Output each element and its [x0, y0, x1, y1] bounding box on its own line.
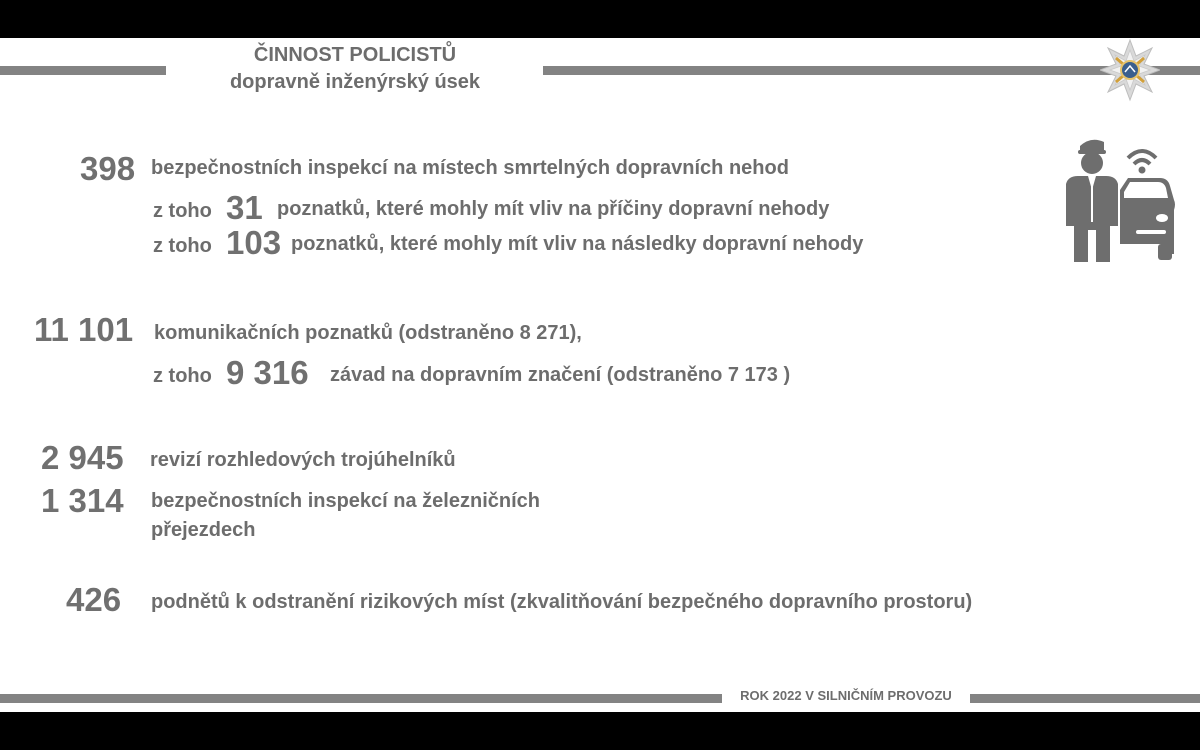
header-bar-left — [0, 66, 166, 75]
slide — [0, 38, 1200, 712]
communication-label: komunikačních poznatků (odstraněno 8 271), — [154, 322, 582, 344]
inspections-label: bezpečnostních inspekcí na místech smrtelných dopravních nehod — [151, 157, 789, 179]
communication-sub-prefix: z toho — [153, 365, 212, 387]
inspections-sub1-prefix: z toho — [153, 200, 212, 222]
footer-label: ROK 2022 V SILNIČNÍM PROVOZU — [740, 688, 952, 703]
risk-number: 426 — [66, 581, 122, 618]
communication-number: 11 101 — [34, 311, 134, 348]
railway-label-line1: bezpečnostních inspekcí na železničních — [151, 490, 540, 512]
risk-label: podnětů k odstranění rizikových míst (zkvalitňování bezpečného dopravního prostoru) — [151, 591, 973, 613]
inspections-sub1-label: poznatků, které mohly mít vliv na příčiny dopravní nehody — [277, 198, 830, 220]
triangles-number: 2 945 — [41, 439, 124, 476]
footer-bar-left — [0, 694, 722, 703]
police-officer-car-icon — [1058, 134, 1180, 264]
communication-sub-number: 9 316 — [226, 354, 309, 391]
railway-label-line2: přejezdech — [151, 519, 256, 541]
police-star-emblem-icon — [1100, 38, 1160, 102]
page-title: ČINNOST POLICISTŮ — [253, 44, 457, 66]
inspections-sub2-number: 103 — [226, 224, 282, 261]
communication-sub-label: závad na dopravním značení (odstraněno 7 173 ) — [330, 364, 791, 386]
railway-number: 1 314 — [41, 482, 124, 519]
triangles-label: revizí rozhledových trojúhelníků — [150, 449, 456, 471]
inspections-sub2-prefix: z toho — [153, 235, 212, 257]
inspections-number: 398 — [80, 150, 136, 187]
inspections-sub2-label: poznatků, které mohly mít vliv na následky dopravní nehody — [291, 233, 864, 255]
inspections-sub1-number: 31 — [226, 189, 263, 226]
page-subtitle: dopravně inženýrský úsek — [229, 71, 481, 93]
footer-bar-right — [970, 694, 1200, 703]
